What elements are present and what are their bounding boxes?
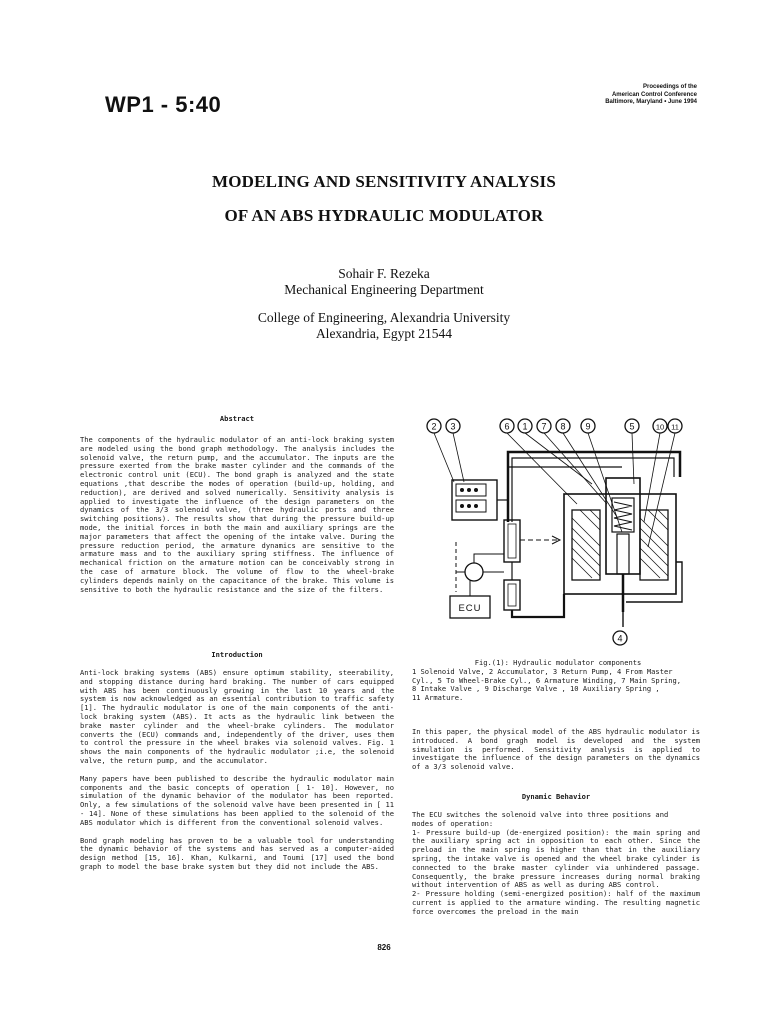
marker-label: 9 xyxy=(585,421,591,432)
marker-7 xyxy=(537,419,551,433)
figure-caption-line: 11 Armature. xyxy=(412,693,464,703)
marker-label: 1 xyxy=(522,421,528,432)
introduction-paragraph-3: Bond graph modeling has proven to be a valuable tool for understanding the dynamic behavior of the systems and has served as a computer-aided design method [15, 16]. Khan, Kulkarni, and Toumi [17] used the bond graph to model the base brake system but they did not include the ABS. xyxy=(80,835,394,871)
marker-label: 3 xyxy=(450,421,456,432)
introduction-body xyxy=(80,669,394,872)
marker-5 xyxy=(625,419,639,433)
marker-1 xyxy=(518,419,532,433)
dynamic-behavior-heading: Dynamic Behavior xyxy=(521,792,591,801)
author-name: Sohair F. Rezeka xyxy=(338,266,430,281)
paper-title-line-2: OF AN ABS HYDRAULIC MODULATOR xyxy=(224,206,544,225)
marker-2 xyxy=(427,419,441,433)
marker-label: 6 xyxy=(504,421,510,432)
abstract-body xyxy=(80,436,394,594)
right-paragraph-1: In this paper, the physical model of the ABS hydraulic modulator is introduced. A bond gragh model is developed and the system simulation is performed. Sensitivity analysis is applied to investigate the influence of the design parameters on the dynamics of a 3/3 solenoid valve. xyxy=(412,727,700,772)
marker-label: 8 xyxy=(560,421,566,432)
figure-caption-title: Fig.(1): Hydraulic modulator components xyxy=(474,658,642,667)
marker-label: 5 xyxy=(629,421,635,432)
abstract-text: The components of the hydraulic modulator of an anti-lock braking system are modeled using the bond graph methodology. The analysis includes the solenoid valve, the return pump, and the accumulator. The inputs are the pressure exerted from the brake master cylinder and the commands of the electronic control unit (ECU). The bond graph is analyzed and the state equations ,that describe the modes of operation (build-up, holding, and reduction), are derived and solved numerically. Sensitivity analysis is applied to investigate the influence of the design parameters on the dynamics of the 3/3 solenoid valve, (three hydraulic ports and three switching positions). The results show that during the pressure build-up mode, the initial forces in both the main and auxiliary springs are the major parameters that affect the opening of the intake valve. During the pressure reduction period, the armature dynamics are sensitive to the armature mass and to the auxiliary spring stiffness. The influence of mechanical friction on the armature motion can be conceivably strong in the case of armature block. The volume of flow to the wheel-brake cylinders depends mainly on the capacitance of the brake. This volume is sensitive to both the hydraulic resistance and the size of the filters. xyxy=(80,435,394,594)
introduction-paragraph-2: Many papers have been published to describe the hydraulic modulator main components and the basic concepts of operation [ 1- 10]. However, no simulation of the dynamic behavior of the modulator has been reported. Only, a few simulations of the solenoid valve have been presented in [ 11 - 14]. None of these simulations has been applied to the solenoid of the ABS modulator which is different from the conventional solenoid valves. xyxy=(80,773,394,827)
right-paragraph-3: 1- Pressure build-up (de-energized position): the main spring and the auxiliary spring act in opposition to each other. Since the preload in the main spring is higher than that in the auxiliary spring, the intake valve is opened and the wheel brake cylinder is connected to the brake master cylinder via unhindered passage. Consequently, the brake pressure increases during normal braking without intervention of ABS as well as during ABS control. xyxy=(412,827,700,890)
right-paragraph-4: 2- Pressure holding (semi-energized position): half of the maximum current is applied to the armature winding. The resulting magnetic force overcomes the preload in the main xyxy=(412,889,700,916)
introduction-paragraph-1: Anti-lock braking systems (ABS) ensure optimum stability, steerability, and stopping distance during hard braking. The number of cars equipped with ABS has been continuously growing in the last 10 years and the system is now acknowledged as an essential contribution to traffic safety [1]. The hydraulic modulator is one of the main components of the anti-lock braking system (ABS). It acts as the hydraulic link between the brake master cylinder and the wheel-brake cylinders. The modulator converts the (ECU) commands and, independently of the driver, uses them to control the pressure in the wheel brakes via solenoid valves. Fig. 1 shows the main components of the hydraulic modulator ;i.e, the solenoid valve, the return pump, and the accumulator. xyxy=(80,668,394,765)
paper-title-line-1: MODELING AND SENSITIVITY ANALYSIS xyxy=(211,172,557,191)
introduction-heading: Introduction xyxy=(211,650,263,659)
figure-caption-line: 8 Intake Valve , 9 Discharge Valve , 10 Auxiliary Spring , xyxy=(412,684,660,694)
marker-label: 7 xyxy=(541,421,547,432)
marker-6 xyxy=(500,419,514,433)
marker-label: 11 xyxy=(671,422,679,432)
ecu-label: ECU xyxy=(458,603,482,614)
marker-label: 10 xyxy=(655,422,665,432)
figure-caption-line: Cyl., 5 To Wheel-Brake Cyl., 6 Armature Winding, 7 Main Spring, xyxy=(412,675,682,685)
proceedings-line: Proceedings of the xyxy=(642,84,697,90)
author-department: Mechanical Engineering Department xyxy=(284,282,484,297)
session-code: WP1 - 5:40 xyxy=(105,92,222,117)
marker-label: 4 xyxy=(617,633,623,644)
right-paragraph-2-line: The ECU switches the solenoid valve into three positions and xyxy=(412,810,669,819)
hydraulic-modulator-figure xyxy=(412,412,702,652)
marker-3 xyxy=(446,419,460,433)
right-paragraph-2-line: modes of operation: xyxy=(412,818,494,828)
figure-caption-line: 1 Solenoid Valve, 2 Accumulator, 3 Return Pump, 4 From Master xyxy=(412,666,673,676)
right-paragraph-2-block xyxy=(412,811,700,917)
proceedings-block xyxy=(560,84,697,107)
marker-9 xyxy=(581,419,595,433)
page-number: 826 xyxy=(377,943,391,952)
abstract-heading: Abstract xyxy=(219,414,255,423)
author-city: Alexandria, Egypt 21544 xyxy=(315,326,453,341)
figure-caption xyxy=(412,659,704,703)
marker-11 xyxy=(668,419,682,433)
author-college: College of Engineering, Alexandria University xyxy=(257,310,511,325)
marker-10 xyxy=(653,419,667,433)
proceedings-line: American Control Conference xyxy=(611,91,697,98)
proceedings-line: Baltimore, Maryland • June 1994 xyxy=(605,99,697,105)
marker-4 xyxy=(613,631,627,645)
marker-8 xyxy=(556,419,570,433)
right-paragraph-1-block xyxy=(412,728,700,772)
marker-label: 2 xyxy=(431,421,437,432)
